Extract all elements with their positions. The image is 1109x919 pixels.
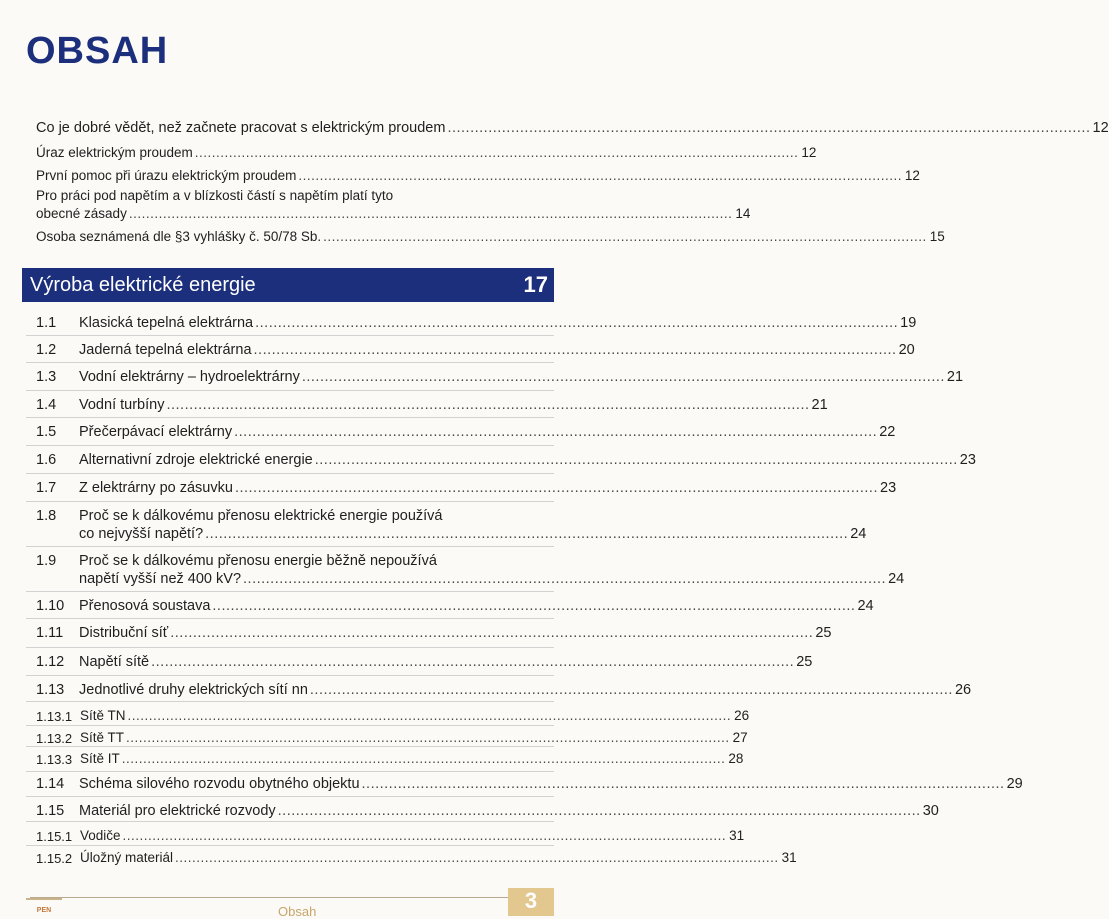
toc-page-number: 19 (900, 315, 917, 331)
toc-page-number: 12 (1092, 120, 1109, 136)
toc-page-number: 20 (898, 342, 915, 358)
toc-entry-text: Sítě IT (80, 751, 120, 766)
toc-intro-entry[interactable] (36, 167, 920, 185)
toc-entry-number: 1.10 (36, 598, 65, 614)
leader-dots: .............................................................................................................................................. (194, 145, 799, 160)
toc-entry-number: 1.14 (36, 776, 65, 792)
toc-entry[interactable] (79, 624, 832, 642)
leader-dots: .............................................................................................................................................. (277, 803, 921, 819)
toc-entry-text: Vodní elektrárny – hydroelektrárny (79, 369, 300, 385)
toc-intro-entry[interactable] (36, 144, 817, 162)
toc-entry-text: Sítě TN (80, 708, 126, 723)
row-divider (26, 675, 554, 676)
toc-entry[interactable] (79, 653, 813, 671)
row-divider (26, 647, 554, 648)
leader-dots: .............................................................................................................................................. (175, 850, 779, 865)
toc-entry-text: Proč se k dálkovému přenosu elektrické energie používá (79, 508, 443, 524)
toc-page-number: 24 (888, 571, 905, 587)
toc-entry[interactable] (79, 597, 874, 615)
row-divider (26, 746, 554, 747)
row-divider (26, 417, 554, 418)
leader-dots: .............................................................................................................................................. (128, 206, 733, 221)
leader-dots: .............................................................................................................................................. (243, 571, 887, 587)
row-divider (26, 701, 554, 702)
toc-entry-text: Alternativní zdroje elektrické energie (79, 452, 313, 468)
page-title: OBSAH (26, 30, 169, 72)
leader-dots: .............................................................................................................................................. (301, 369, 945, 385)
toc-entry-text-continued: obecné zásady (36, 206, 127, 221)
toc-entry-number: 1.6 (36, 452, 57, 468)
toc-page-number: 25 (796, 654, 813, 670)
toc-entry[interactable] (79, 368, 964, 386)
toc-page-number: 22 (879, 424, 896, 440)
toc-entry-text-continued: co nejvyšší napětí? (79, 526, 204, 542)
toc-intro-entry[interactable] (36, 228, 945, 246)
leader-dots: .............................................................................................................................................. (170, 625, 814, 641)
toc-entry-text: Přečerpávací elektrárny (79, 424, 233, 440)
toc-entry-number: 1.2 (36, 342, 57, 358)
toc-entry-text: Napětí sítě (79, 654, 150, 670)
toc-entry-number: 1.1 (36, 315, 57, 331)
row-divider (26, 845, 554, 846)
section-title: Výroba elektrické energie (30, 273, 256, 296)
leader-dots: .............................................................................................................................................. (309, 682, 953, 698)
toc-page-number: 25 (815, 625, 832, 641)
leader-dots: .............................................................................................................................................. (314, 452, 958, 468)
toc-entry-text: Jaderná tepelná elektrárna (79, 342, 252, 358)
toc-entry[interactable] (79, 423, 896, 441)
row-divider (26, 546, 554, 547)
toc-entry[interactable] (79, 451, 976, 469)
leader-dots: .............................................................................................................................................. (212, 598, 856, 614)
toc-entry[interactable] (79, 396, 828, 414)
toc-entry-text: Z elektrárny po zásuvku (79, 480, 233, 496)
toc-entry-number: 1.11 (36, 625, 64, 641)
toc-intro-entry[interactable] (36, 187, 751, 223)
toc-entry-number: 1.12 (36, 654, 65, 670)
footer-divider (30, 897, 508, 898)
toc-entry[interactable] (79, 552, 905, 588)
toc-page-number: 12 (904, 168, 920, 183)
row-divider (26, 445, 554, 446)
toc-entry-number: 1.8 (36, 508, 57, 524)
toc-page-number: 31 (729, 828, 745, 843)
toc-page-number: 31 (781, 850, 797, 865)
leader-dots: .............................................................................................................................................. (323, 229, 927, 244)
leader-dots: .............................................................................................................................................. (447, 120, 1091, 136)
toc-entry-number: 1.5 (36, 424, 57, 440)
toc-entry-number: 1.15.2 (36, 851, 73, 866)
toc-entry[interactable] (79, 802, 939, 820)
row-divider (26, 501, 554, 502)
toc-entry-text: Přenosová soustava (79, 598, 211, 614)
toc-page-number: 24 (857, 598, 874, 614)
row-divider (26, 473, 554, 474)
toc-entry-text: Vodní turbíny (79, 397, 165, 413)
toc-entry-text: Vodiče (80, 828, 121, 843)
toc-entry[interactable] (79, 314, 917, 332)
toc-entry-text: Úraz elektrickým proudem (36, 145, 193, 160)
toc-page-number: 30 (922, 803, 939, 819)
toc-page-number: 23 (959, 452, 976, 468)
toc-entry-text: Schéma silového rozvodu obytného objektu (79, 776, 360, 792)
toc-page-number: 28 (728, 751, 744, 766)
leader-dots: .............................................................................................................................................. (255, 315, 899, 331)
toc-page-number: 21 (811, 397, 828, 413)
toc-entry-text: Osoba seznámená dle §3 vyhlášky č. 50/78 Sb. (36, 229, 322, 244)
footer-label: Obsah (278, 904, 317, 919)
toc-page-number: 26 (954, 682, 972, 698)
row-divider (26, 335, 554, 336)
toc-page-number: 24 (850, 526, 867, 542)
leader-dots: .............................................................................................................................................. (253, 342, 897, 358)
leader-dots: .............................................................................................................................................. (298, 168, 902, 183)
toc-entry-number: 1.3 (36, 369, 57, 385)
section-header[interactable] (22, 268, 554, 302)
leader-dots: .............................................................................................................................................. (361, 776, 1005, 792)
section-page-number: 17 (523, 272, 548, 297)
leader-dots: .............................................................................................................................................. (234, 480, 878, 496)
toc-entry-number: 1.9 (36, 553, 57, 569)
toc-entry-text: První pomoc při úrazu elektrickým proudem (36, 168, 297, 183)
toc-entry-text: Sítě TT (80, 730, 125, 745)
toc-entry[interactable] (80, 849, 797, 867)
row-divider (26, 390, 554, 391)
toc-entry-number: 1.4 (36, 397, 57, 413)
leader-dots: .............................................................................................................................................. (166, 397, 810, 413)
leader-dots: .............................................................................................................................................. (127, 708, 732, 723)
row-divider (26, 362, 554, 363)
toc-intro-entry[interactable] (36, 119, 1109, 137)
toc-page-number: 12 (801, 145, 817, 160)
leader-dots: .............................................................................................................................................. (234, 424, 878, 440)
toc-entry[interactable] (80, 827, 745, 845)
publisher-logo: PEN (26, 898, 62, 916)
toc-entry-number: 1.7 (36, 480, 57, 496)
toc-entry[interactable] (79, 507, 867, 543)
row-divider (26, 771, 554, 772)
toc-entry-text: Co je dobré vědět, než začnete pracovat s elektrickým proudem (36, 120, 446, 136)
toc-entry-text: Úložný materiál (80, 850, 174, 865)
toc-entry-number: 1.13.3 (36, 752, 73, 767)
footer-page-number: 3 (508, 888, 554, 916)
row-divider (26, 591, 554, 592)
row-divider (26, 796, 554, 797)
toc-entry-text-continued: napětí vyšší než 400 kV? (79, 571, 242, 587)
toc-entry[interactable] (80, 729, 748, 747)
toc-page-number: 27 (732, 730, 748, 745)
toc-entry[interactable] (80, 750, 744, 768)
leader-dots: .............................................................................................................................................. (205, 526, 849, 542)
toc-page-number: 29 (1006, 776, 1023, 792)
leader-dots: .............................................................................................................................................. (151, 654, 795, 670)
toc-entry[interactable] (79, 479, 897, 497)
toc-page-number: 26 (734, 708, 750, 723)
row-divider (26, 618, 554, 619)
toc-entry-text: Pro práci pod napětím a v blízkosti částí s napětím platí tyto (36, 188, 394, 203)
toc-entry-number: 1.15.1 (36, 829, 73, 844)
toc-page-number: 21 (946, 369, 964, 385)
toc-entry[interactable] (79, 775, 1023, 793)
toc-entry-number: 1.15 (36, 803, 65, 819)
toc-entry-number: 1.13.2 (36, 731, 73, 746)
toc-page-number: 23 (880, 480, 897, 496)
toc-entry-text: Materiál pro elektrické rozvody (79, 803, 276, 819)
row-divider (26, 821, 554, 822)
toc-entry-text: Klasická tepelná elektrárna (79, 315, 254, 331)
toc-entry-text: Jednotlivé druhy elektrických sítí nn (79, 682, 308, 698)
toc-entry-number: 1.13.1 (36, 709, 73, 724)
toc-entry[interactable] (79, 341, 915, 359)
leader-dots: .............................................................................................................................................. (121, 751, 726, 766)
toc-page-number: 14 (735, 206, 751, 221)
toc-entry-text: Distribuční síť (79, 625, 169, 641)
leader-dots: .............................................................................................................................................. (126, 730, 730, 745)
toc-entry[interactable] (80, 707, 750, 725)
toc-entry[interactable] (79, 681, 972, 699)
toc-entry-text: Proč se k dálkovému přenosu energie běžně nepoužívá (79, 553, 437, 569)
toc-entry-number: 1.13 (36, 682, 65, 698)
leader-dots: .............................................................................................................................................. (122, 828, 727, 843)
toc-page-number: 15 (929, 229, 945, 244)
row-divider (26, 725, 554, 726)
